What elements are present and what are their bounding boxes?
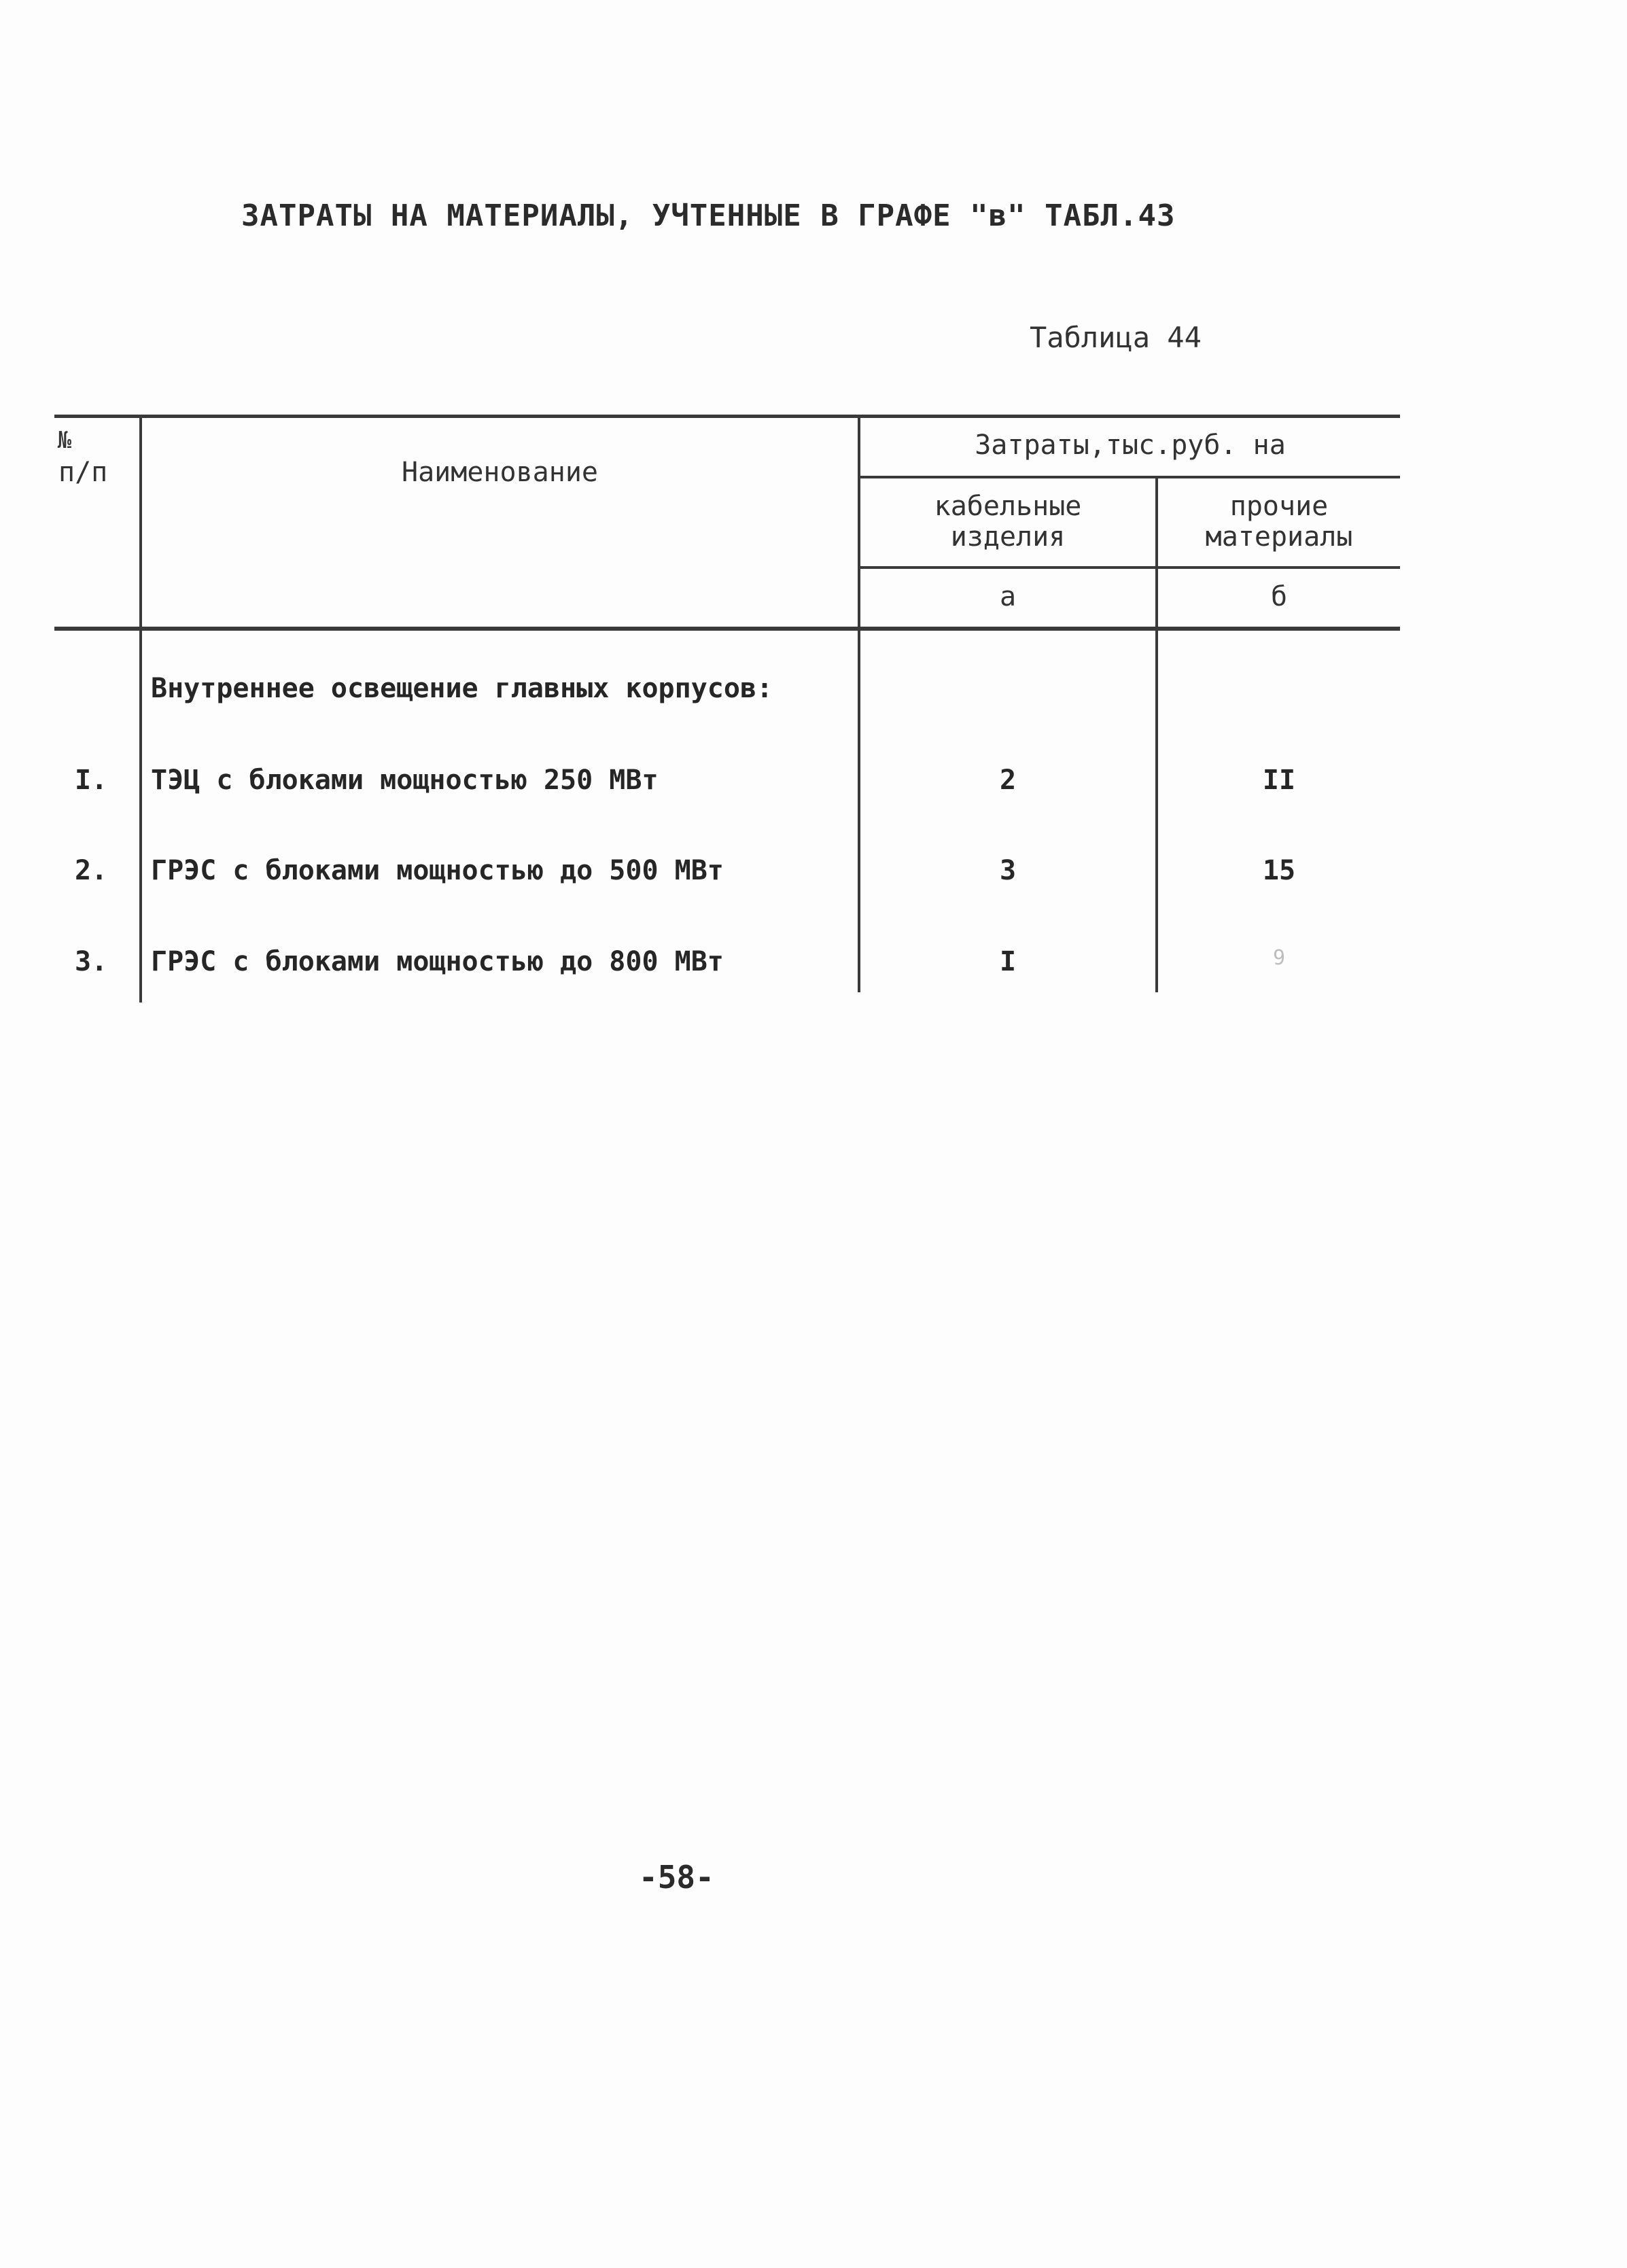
row-other-value: 15 — [1262, 855, 1296, 886]
costs-group-divider — [858, 476, 1400, 478]
row-number: I. — [75, 765, 108, 796]
row-cable-value: I — [999, 946, 1017, 977]
header-other-index: б — [1270, 581, 1288, 612]
header-cable-line2: изделия — [950, 521, 1066, 553]
header-other-line2: материалы — [1205, 521, 1353, 553]
header-cable-line1: кабельные — [934, 491, 1082, 522]
row-name: ГРЭС с блоками мощностью до 500 МВт — [151, 855, 724, 886]
row-other-value: 9 — [1272, 946, 1286, 970]
row-name: ТЭЦ с блоками мощностью 250 МВт — [151, 765, 659, 796]
column-divider-cable — [1155, 477, 1158, 992]
table-label: Таблица 44 — [1030, 321, 1202, 354]
header-costs-group: Затраты,тыс.руб. на — [975, 430, 1286, 461]
row-name: ГРЭС с блоками мощностью до 800 МВт — [151, 946, 724, 977]
row-number: 2. — [75, 855, 108, 886]
document-title: ЗАТРАТЫ НА МАТЕРИАЛЫ, УЧТЕННЫЕ В ГРАФЕ "в" ТАБЛ.43 — [241, 198, 1176, 233]
section-title: Внутреннее освещение главных корпусов: — [151, 673, 773, 704]
header-name: Наименование — [402, 457, 598, 488]
row-other-value: II — [1262, 765, 1296, 796]
row-number: 3. — [75, 946, 108, 977]
header-number-symbol: № — [57, 427, 72, 454]
row-cable-value: 3 — [999, 855, 1017, 886]
subheader-divider — [858, 566, 1400, 569]
column-divider-num — [139, 415, 142, 1002]
page-number: -58- — [639, 1859, 714, 1896]
row-cable-value: 2 — [999, 765, 1017, 796]
header-cable-index: а — [999, 581, 1017, 612]
table-top-border — [54, 415, 1400, 418]
header-bottom-border — [54, 627, 1400, 631]
header-number: п/п — [58, 457, 108, 488]
header-other-line1: прочие — [1229, 491, 1329, 522]
